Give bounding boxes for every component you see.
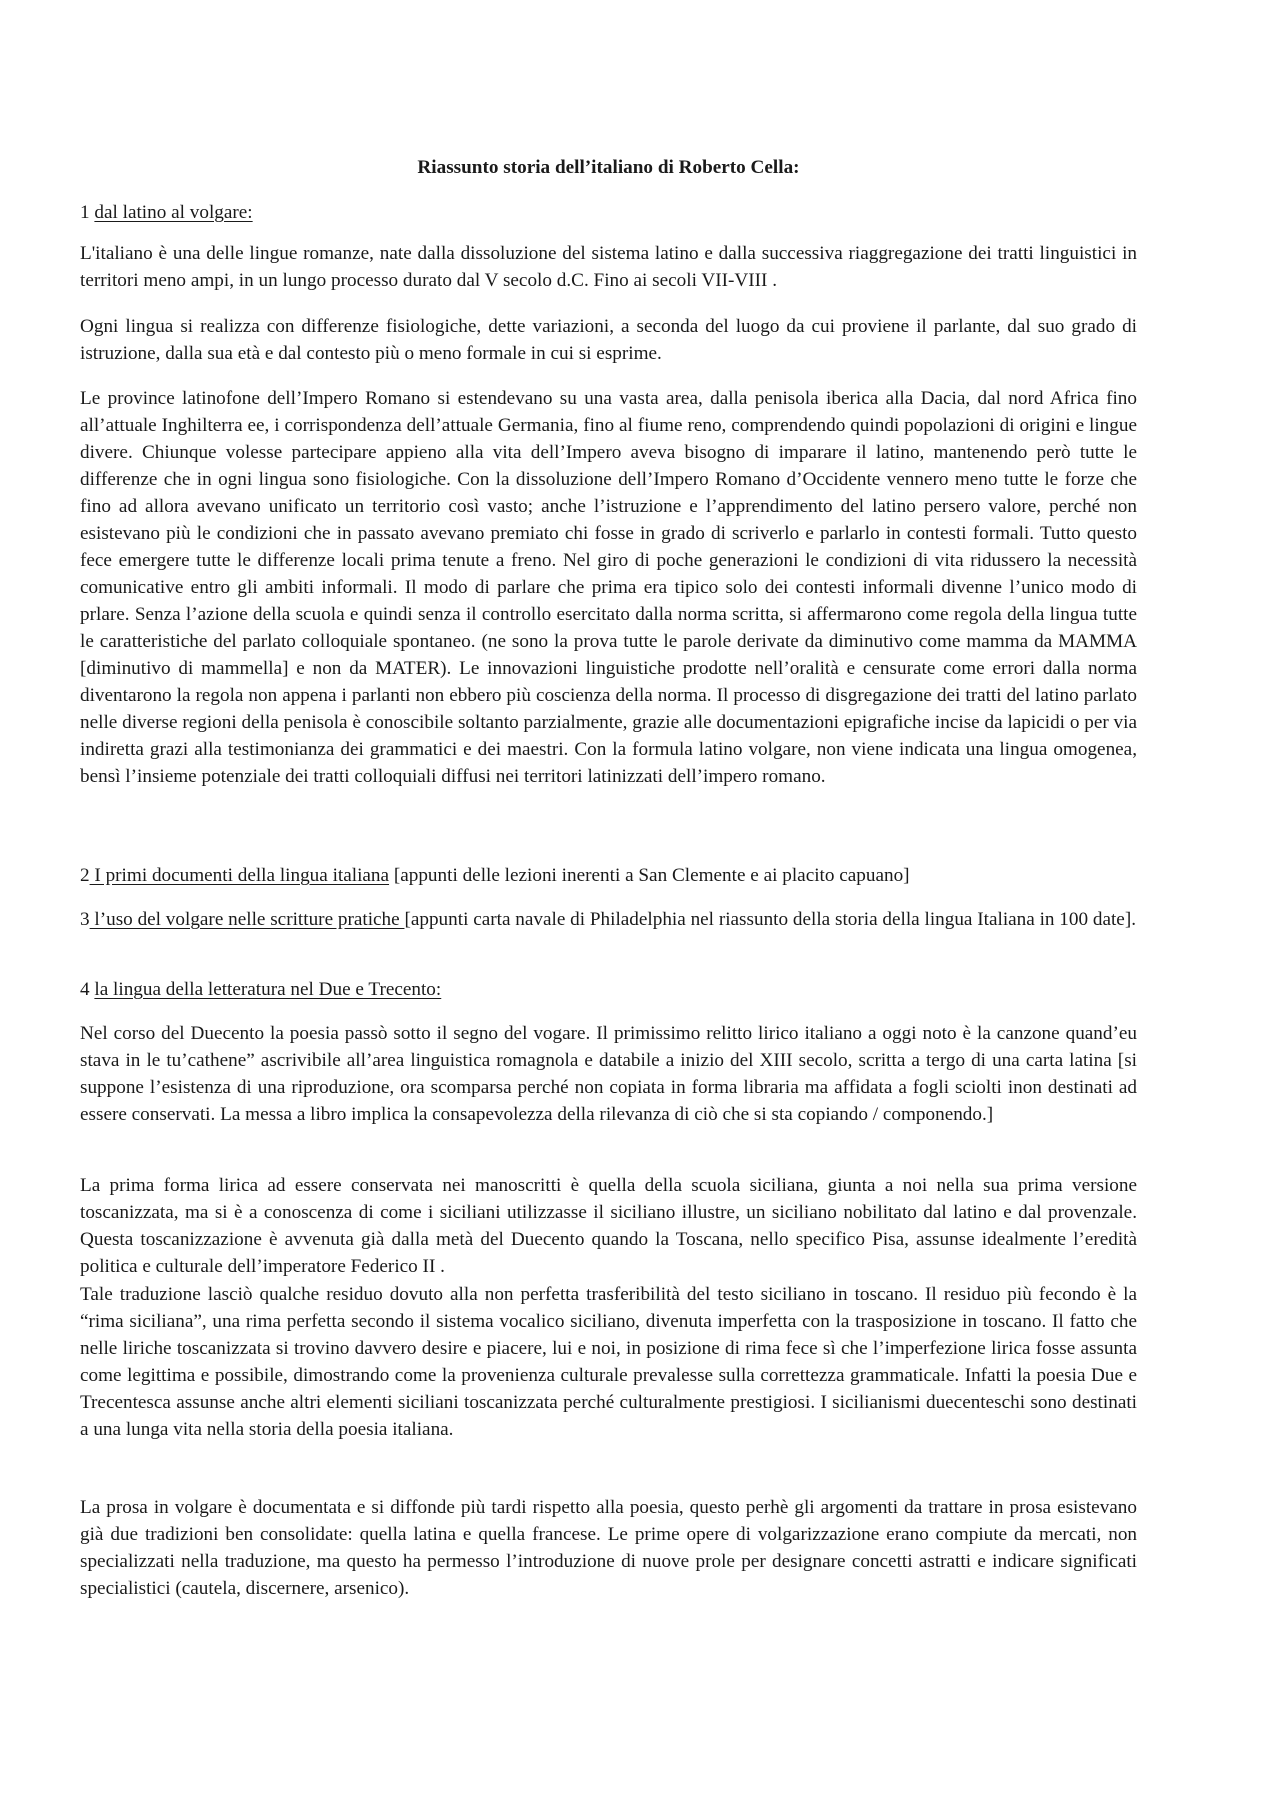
section-2-number: 2 [80,865,90,886]
section-3-number: 3 [80,909,90,930]
section-4-paragraph-4: La prosa in volgare è documentata e si diffonde più tardi rispetto alla poesia, questo perhè gli argomenti da trattare in prosa esistevano già due tradizioni ben consolidate: quella latina e quella francese. Le prime opere di volgarizzazione erano compiute da mercati, non specializzati nella traduzione, ma questo ha permesso l’introduzione di nuove prole per designare concetti astratti e indicare significati specialistici (cautela, discernere, arsenico). [80,1497,1137,1599]
section-1-paragraph-1: L'italiano è una delle lingue romanze, nate dalla dissoluzione del sistema latino e dalla successiva riaggregazione dei tratti linguistici in territori meno ampi, in un lungo processo durato dal V secolo d.C. Fino ai secoli VII-VIII . [80,243,1137,291]
section-4-number: 4 [80,979,90,1000]
section-4-paragraph-2: La prima forma lirica ad essere conservata nei manoscritti è quella della scuola siciliana, giunta a noi nella sua prima versione toscanizzata, ma si è a conoscenza di come i siciliani utilizzasse il siciliano illustre, un siciliano nobilitato dal latino e dal provenzale. Questa toscanizzazione è avvenuta già dalla metà del Duecento quando la Toscana, nello specifico Pisa, assunse idealmente l’eredità politica e culturale dell’imperatore Federico II . [80,1175,1137,1277]
section-4-title: la lingua della letteratura nel Due e Trecento: [94,979,442,1000]
document-title: Riassunto storia dell’italiano di Roberto Cella: [417,157,800,178]
section-4-heading [80,976,1137,1003]
section-1-title: dal latino al volgare: [94,202,253,223]
section-2-heading [80,862,1137,889]
section-4-paragraph-1: Nel corso del Duecento la poesia passò sotto il segno del vogare. Il primissimo relitto lirico italiano a oggi noto è la canzone quand’eu stava in le tu’cathene” ascrivibile all’area linguistica romagnola e databile a inizio del XIII secolo, scritta a tergo di una carta latina [si suppone l’esistenza di una riproduzione, ora scomparsa perché non copiata in forma libraria ma affidata a fogli sciolti inon destinati ad essere conservati. La messa a libro implica la consapevolezza della rilevanza di ciò che si sta copiando / componendo.] [80,1023,1137,1125]
section-2-title: I primi documenti della lingua italiana [89,865,390,886]
section-1-paragraph-3: Le province latinofone dell’Impero Romano si estendevano su una vasta area, dalla penisola iberica alla Dacia, dal nord Africa fino all’attuale Inghilterra ee, i corrispondenza dell’attuale Germania, fino al fiume reno, comprendendo quindi popolazioni di origini e lingue divere. Chiunque volesse partecipare appieno alla vita dell’Impero aveva bisogno di imparare il latino, mantenendo però tutte le differenze che in ogni lingua sono fisiologiche. Con la dissoluzione dell’Impero Romano d’Occidente vennero meno tutte le forze che fino ad allora avevano unificato un territorio così vasto; anche l’istruzione e l’apprendimento del latino persero valore, perché non esistevano più le condizioni che in passato avevano premiato chi fosse in grado di scriverlo e parlarlo in contesti formali. Tutto questo fece emergere tutte le differenze locali prima tenute a freno. Nel giro di poche generazioni le condizioni di vita ridussero la necessità comunicative entro gli ambiti informali. Il modo di parlare che prima era tipico solo dei contesti informali divenne l’unico modo di prlare. Senza l’azione della scuola e quindi senza il controllo esercitato dalla norma scritta, si affermarono come regola della lingua tutte le caratteristiche del parlato colloquiale spontaneo. (ne sono la prova tutte le parole derivate da diminutivo come mamma da MAMMA [diminutivo di mammella] e non da MATER). Le innovazioni linguistiche prodotte nell’oralità e censurate come errori dalla norma diventarono la regola non appena i parlanti non ebbero più coscienza della norma. Il processo di disgregazione dei tratti del latino parlato nelle diverse regioni della penisola è conoscibile soltanto parzialmente, grazie alle documentazioni epigrafiche incise da lapicidi o per via indiretta grazi alla testimonianza dei grammatici e dei maestri. Con la formula latino volgare, non viene indicata una lingua omogenea, bensì l’insieme potenziale dei tratti colloquiali diffusi nei territori latinizzati dell’impero romano. [80,388,1137,787]
section-1-number: 1 [80,202,90,223]
section-2-note: [appunti delle lezioni inerenti a San Clemente e ai placito capuano] [389,865,910,886]
section-1-heading [80,199,1137,226]
section-3-heading [80,906,1137,933]
section-3-note: [appunti carta navale di Philadelphia nel riassunto della storia della lingua Italiana in 100 date]. [404,909,1137,930]
section-1-paragraph-2: Ogni lingua si realizza con differenze fisiologiche, dette variazioni, a seconda del luogo da cui proviene il parlante, dal suo grado di istruzione, dalla sua età e dal contesto più o meno formale in cui si esprime. [80,316,1137,364]
section-3-title: l’uso del volgare nelle scritture pratiche [89,909,405,930]
section-4-paragraph-3: Tale traduzione lasciò qualche residuo dovuto alla non perfetta trasferibilità del testo siciliano in toscano. Il residuo più fecondo è la “rima siciliana”, una rima perfetta secondo il sistema vocalico siciliano, divenuta imperfetta con la trasposizione in toscano. Il fatto che nelle liriche toscanizzata si trovino davvero desire e piacere, lui e noi, in posizione di rima fece sì che l’imperfezione lirica fosse assunta come legittima e possibile, dimostrando come la provenienza culturale prevalesse sulla correttezza grammaticale. Infatti la poesia Due e Trecentesca assunse anche altri elementi siciliani toscanizzata perché culturalmente prestigiosi. I sicilianismi duecenteschi sono destinati a una lunga vita nella storia della poesia italiana. [80,1284,1137,1440]
